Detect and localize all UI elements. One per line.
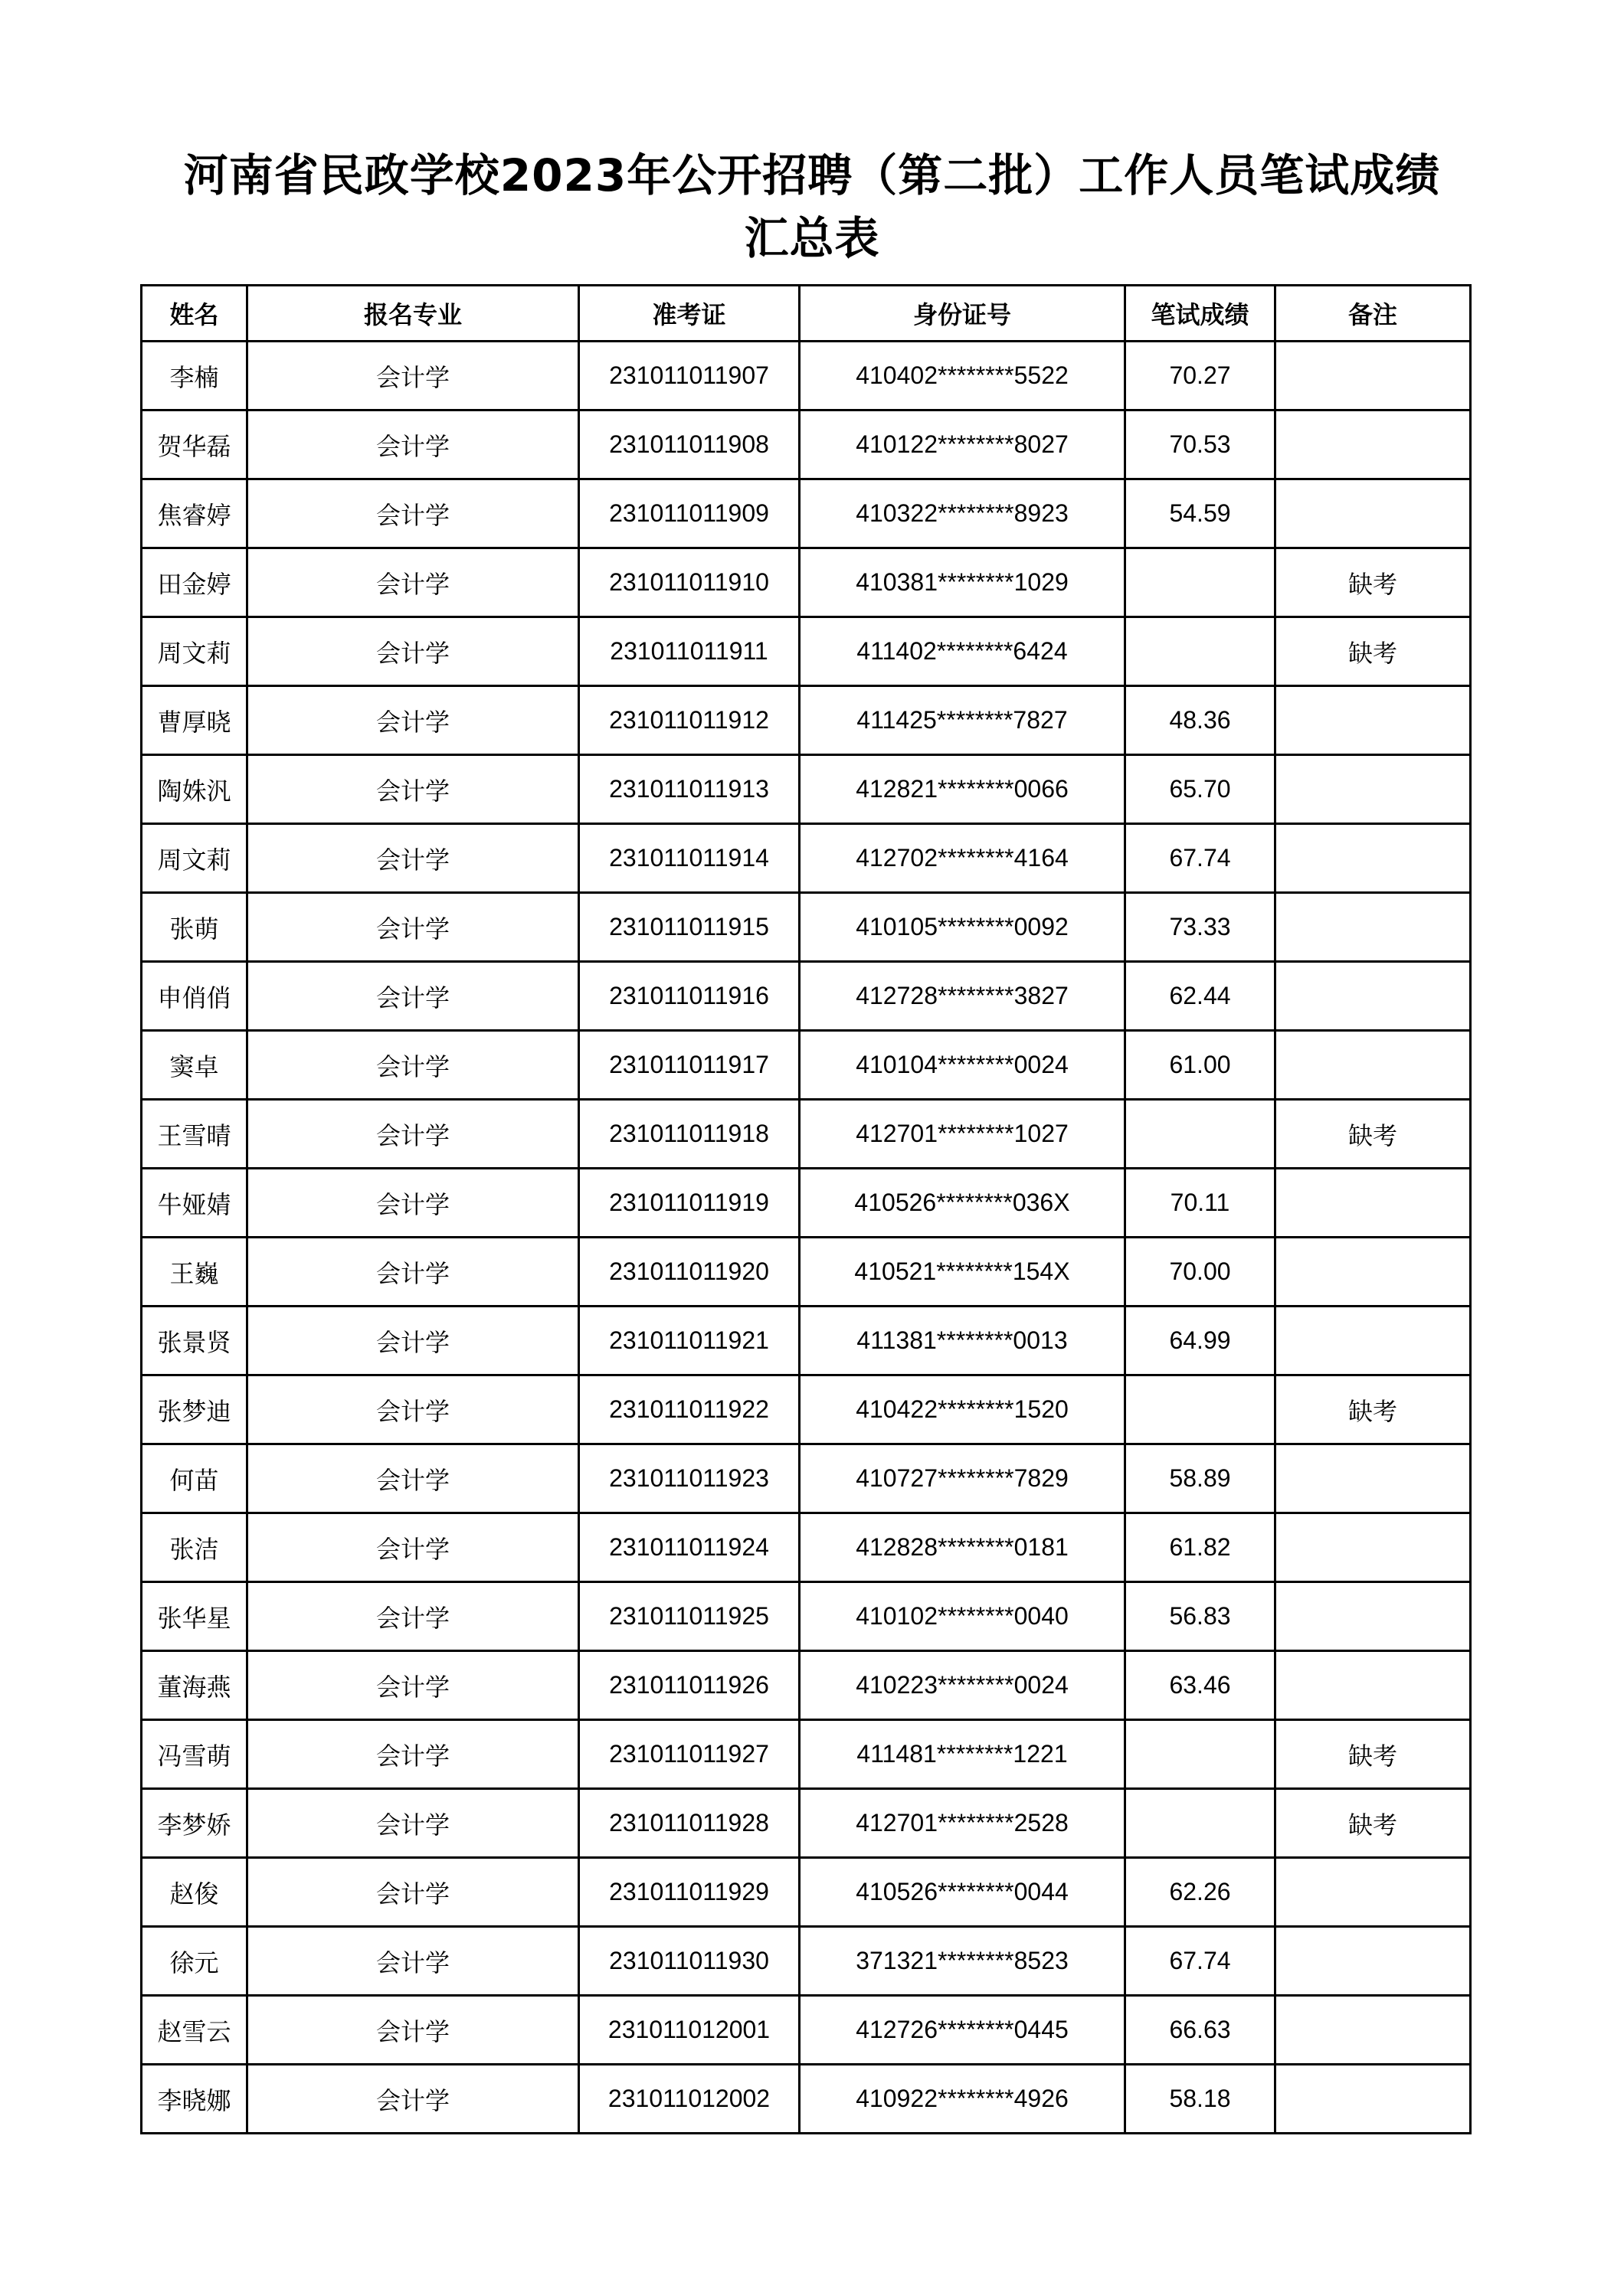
table-row <box>142 342 1471 410</box>
table-row <box>142 1375 1471 1444</box>
cell-score: 58.89 <box>1125 1444 1275 1513</box>
cell-major: 会计学 <box>247 1169 579 1238</box>
cell-ticket: 231011011917 <box>579 1031 800 1100</box>
cell-id-number: 410381********1029 <box>800 548 1125 617</box>
cell-ticket: 231011011921 <box>579 1307 800 1375</box>
cell-id-number: 410322********8923 <box>800 479 1125 548</box>
cell-name: 曹厚晓 <box>142 686 247 755</box>
cell-id-number: 410526********036X <box>800 1169 1125 1238</box>
cell-ticket: 231011011930 <box>579 1927 800 1996</box>
cell-name: 张萌 <box>142 893 247 962</box>
cell-score: 63.46 <box>1125 1651 1275 1720</box>
table-row <box>142 1307 1471 1375</box>
cell-note: 缺考 <box>1275 1375 1471 1444</box>
cell-score <box>1125 617 1275 686</box>
cell-name: 赵雪云 <box>142 1996 247 2065</box>
cell-major: 会计学 <box>247 2065 579 2134</box>
cell-ticket: 231011011907 <box>579 342 800 410</box>
cell-ticket: 231011011922 <box>579 1375 800 1444</box>
cell-major: 会计学 <box>247 617 579 686</box>
cell-major: 会计学 <box>247 1100 579 1169</box>
cell-name: 何苗 <box>142 1444 247 1513</box>
cell-ticket: 231011011918 <box>579 1100 800 1169</box>
cell-name: 李楠 <box>142 342 247 410</box>
table-row <box>142 1100 1471 1169</box>
cell-id-number: 411425********7827 <box>800 686 1125 755</box>
cell-score: 61.00 <box>1125 1031 1275 1100</box>
cell-score: 62.44 <box>1125 962 1275 1031</box>
header-major: 报名专业 <box>247 286 579 342</box>
cell-score <box>1125 1100 1275 1169</box>
cell-score: 66.63 <box>1125 1996 1275 2065</box>
cell-note <box>1275 824 1471 893</box>
cell-ticket: 231011011916 <box>579 962 800 1031</box>
cell-id-number: 412828********0181 <box>800 1513 1125 1582</box>
cell-name: 陶姝汎 <box>142 755 247 824</box>
cell-major: 会计学 <box>247 1031 579 1100</box>
table-body <box>142 342 1471 2134</box>
title-line-2: 汇总表 <box>744 212 880 264</box>
score-table <box>140 284 1472 2134</box>
table-row <box>142 617 1471 686</box>
cell-note <box>1275 1169 1471 1238</box>
cell-note <box>1275 1582 1471 1651</box>
cell-score: 70.27 <box>1125 342 1275 410</box>
header-score: 笔试成绩 <box>1125 286 1275 342</box>
cell-major: 会计学 <box>247 962 579 1031</box>
cell-note <box>1275 893 1471 962</box>
table-row <box>142 1651 1471 1720</box>
cell-note: 缺考 <box>1275 1720 1471 1789</box>
cell-name: 张梦迪 <box>142 1375 247 1444</box>
cell-id-number: 410122********8027 <box>800 410 1125 479</box>
cell-score: 62.26 <box>1125 1858 1275 1927</box>
cell-id-number: 412821********0066 <box>800 755 1125 824</box>
cell-major: 会计学 <box>247 1651 579 1720</box>
cell-note <box>1275 342 1471 410</box>
cell-note: 缺考 <box>1275 548 1471 617</box>
cell-id-number: 412702********4164 <box>800 824 1125 893</box>
cell-name: 王雪晴 <box>142 1100 247 1169</box>
cell-major: 会计学 <box>247 1858 579 1927</box>
cell-major: 会计学 <box>247 1444 579 1513</box>
cell-note <box>1275 686 1471 755</box>
cell-name: 李晓娜 <box>142 2065 247 2134</box>
cell-note <box>1275 1927 1471 1996</box>
cell-id-number: 410102********0040 <box>800 1582 1125 1651</box>
table-row <box>142 1169 1471 1238</box>
cell-name: 焦睿婷 <box>142 479 247 548</box>
cell-major: 会计学 <box>247 1927 579 1996</box>
document-title <box>107 144 1517 270</box>
cell-note <box>1275 410 1471 479</box>
table-row <box>142 1238 1471 1307</box>
cell-name: 张华星 <box>142 1582 247 1651</box>
cell-major: 会计学 <box>247 1582 579 1651</box>
cell-major: 会计学 <box>247 1720 579 1789</box>
cell-score: 70.11 <box>1125 1169 1275 1238</box>
cell-ticket: 231011011908 <box>579 410 800 479</box>
cell-name: 徐元 <box>142 1927 247 1996</box>
table-row <box>142 479 1471 548</box>
cell-id-number: 411381********0013 <box>800 1307 1125 1375</box>
cell-ticket: 231011011912 <box>579 686 800 755</box>
cell-score: 73.33 <box>1125 893 1275 962</box>
cell-name: 张景贤 <box>142 1307 247 1375</box>
cell-major: 会计学 <box>247 686 579 755</box>
header-name: 姓名 <box>142 286 247 342</box>
cell-id-number: 410422********1520 <box>800 1375 1125 1444</box>
cell-major: 会计学 <box>247 1996 579 2065</box>
table-row <box>142 1031 1471 1100</box>
cell-note <box>1275 755 1471 824</box>
cell-score: 58.18 <box>1125 2065 1275 2134</box>
cell-note: 缺考 <box>1275 1100 1471 1169</box>
cell-id-number: 410402********5522 <box>800 342 1125 410</box>
cell-major: 会计学 <box>247 1513 579 1582</box>
cell-score: 64.99 <box>1125 1307 1275 1375</box>
cell-score <box>1125 1720 1275 1789</box>
cell-note: 缺考 <box>1275 617 1471 686</box>
cell-major: 会计学 <box>247 548 579 617</box>
cell-name: 周文莉 <box>142 617 247 686</box>
cell-note <box>1275 2065 1471 2134</box>
cell-ticket: 231011011925 <box>579 1582 800 1651</box>
cell-score: 67.74 <box>1125 1927 1275 1996</box>
cell-ticket: 231011011910 <box>579 548 800 617</box>
cell-id-number: 410223********0024 <box>800 1651 1125 1720</box>
header-id-number: 身份证号 <box>800 286 1125 342</box>
cell-ticket: 231011011915 <box>579 893 800 962</box>
cell-major: 会计学 <box>247 1789 579 1858</box>
cell-score: 67.74 <box>1125 824 1275 893</box>
cell-note <box>1275 1996 1471 2065</box>
cell-ticket: 231011011909 <box>579 479 800 548</box>
table-row <box>142 755 1471 824</box>
cell-name: 王巍 <box>142 1238 247 1307</box>
cell-id-number: 412728********3827 <box>800 962 1125 1031</box>
cell-name: 申俏俏 <box>142 962 247 1031</box>
cell-id-number: 410105********0092 <box>800 893 1125 962</box>
cell-note <box>1275 1444 1471 1513</box>
cell-ticket: 231011011914 <box>579 824 800 893</box>
cell-name: 周文莉 <box>142 824 247 893</box>
cell-ticket: 231011011919 <box>579 1169 800 1238</box>
cell-name: 张洁 <box>142 1513 247 1582</box>
cell-note <box>1275 479 1471 548</box>
cell-ticket: 231011011913 <box>579 755 800 824</box>
cell-id-number: 412701********1027 <box>800 1100 1125 1169</box>
cell-id-number: 410104********0024 <box>800 1031 1125 1100</box>
table-row <box>142 1858 1471 1927</box>
cell-id-number: 410521********154X <box>800 1238 1125 1307</box>
cell-major: 会计学 <box>247 755 579 824</box>
cell-ticket: 231011011911 <box>579 617 800 686</box>
table-row <box>142 1789 1471 1858</box>
cell-score: 70.00 <box>1125 1238 1275 1307</box>
cell-ticket: 231011011928 <box>579 1789 800 1858</box>
cell-id-number: 411402********6424 <box>800 617 1125 686</box>
cell-note <box>1275 1307 1471 1375</box>
table-row <box>142 824 1471 893</box>
cell-note <box>1275 1238 1471 1307</box>
cell-id-number: 412701********2528 <box>800 1789 1125 1858</box>
cell-note: 缺考 <box>1275 1789 1471 1858</box>
cell-ticket: 231011011926 <box>579 1651 800 1720</box>
table-row <box>142 962 1471 1031</box>
table-header-row <box>142 286 1471 342</box>
cell-major: 会计学 <box>247 893 579 962</box>
cell-major: 会计学 <box>247 479 579 548</box>
cell-note <box>1275 1513 1471 1582</box>
cell-major: 会计学 <box>247 342 579 410</box>
cell-name: 贺华磊 <box>142 410 247 479</box>
cell-score: 48.36 <box>1125 686 1275 755</box>
cell-id-number: 410727********7829 <box>800 1444 1125 1513</box>
table-row <box>142 410 1471 479</box>
cell-score <box>1125 1375 1275 1444</box>
table-row <box>142 1444 1471 1513</box>
header-note: 备注 <box>1275 286 1471 342</box>
cell-score <box>1125 548 1275 617</box>
cell-major: 会计学 <box>247 1307 579 1375</box>
cell-name: 田金婷 <box>142 548 247 617</box>
cell-ticket: 231011011920 <box>579 1238 800 1307</box>
cell-major: 会计学 <box>247 824 579 893</box>
table-row <box>142 1927 1471 1996</box>
cell-note <box>1275 1858 1471 1927</box>
cell-name: 冯雪萌 <box>142 1720 247 1789</box>
cell-score: 61.82 <box>1125 1513 1275 1582</box>
cell-note <box>1275 1651 1471 1720</box>
cell-score <box>1125 1789 1275 1858</box>
cell-major: 会计学 <box>247 410 579 479</box>
cell-note <box>1275 1031 1471 1100</box>
table-row <box>142 893 1471 962</box>
cell-name: 李梦娇 <box>142 1789 247 1858</box>
cell-ticket: 231011011924 <box>579 1513 800 1582</box>
cell-major: 会计学 <box>247 1238 579 1307</box>
cell-id-number: 410526********0044 <box>800 1858 1125 1927</box>
header-ticket: 准考证 <box>579 286 800 342</box>
table-row <box>142 1582 1471 1651</box>
cell-id-number: 411481********1221 <box>800 1720 1125 1789</box>
cell-score: 65.70 <box>1125 755 1275 824</box>
cell-name: 董海燕 <box>142 1651 247 1720</box>
cell-score: 70.53 <box>1125 410 1275 479</box>
title-line-1: 河南省民政学校2023年公开招聘（第二批）工作人员笔试成绩 <box>183 149 1441 201</box>
cell-ticket: 231011012002 <box>579 2065 800 2134</box>
cell-note <box>1275 962 1471 1031</box>
cell-name: 窦卓 <box>142 1031 247 1100</box>
table-row <box>142 548 1471 617</box>
cell-id-number: 410922********4926 <box>800 2065 1125 2134</box>
cell-id-number: 412726********0445 <box>800 1996 1125 2065</box>
cell-ticket: 231011011927 <box>579 1720 800 1789</box>
table-row <box>142 1996 1471 2065</box>
table-row <box>142 1720 1471 1789</box>
cell-score: 56.83 <box>1125 1582 1275 1651</box>
table-row <box>142 1513 1471 1582</box>
cell-id-number: 371321********8523 <box>800 1927 1125 1996</box>
cell-major: 会计学 <box>247 1375 579 1444</box>
cell-ticket: 231011011929 <box>579 1858 800 1927</box>
cell-name: 牛娅婧 <box>142 1169 247 1238</box>
cell-ticket: 231011012001 <box>579 1996 800 2065</box>
cell-name: 赵俊 <box>142 1858 247 1927</box>
cell-score: 54.59 <box>1125 479 1275 548</box>
table-row <box>142 2065 1471 2134</box>
cell-ticket: 231011011923 <box>579 1444 800 1513</box>
table-row <box>142 686 1471 755</box>
